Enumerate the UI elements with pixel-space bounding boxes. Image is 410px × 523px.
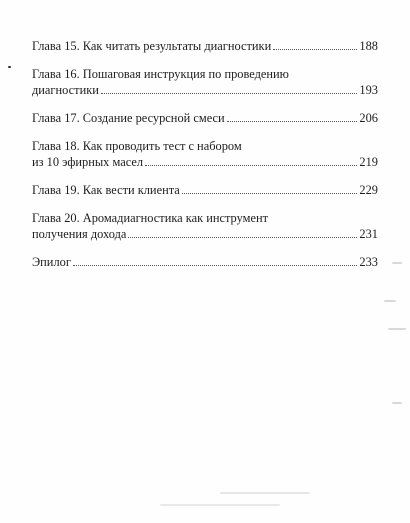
paper-speck <box>388 328 406 330</box>
toc-line <box>32 110 378 126</box>
toc-entry-title: Глава 18. Как проводить тест с набором <box>32 139 242 153</box>
toc-entry-title: Эпилог <box>32 255 71 269</box>
toc-line <box>32 154 378 170</box>
toc-entry-chapter-17 <box>32 110 378 126</box>
toc-entry-title-continued: получения дохода <box>32 227 127 241</box>
toc-entry-epilogue <box>32 254 378 270</box>
dot-leader <box>227 121 358 122</box>
dot-leader <box>73 265 358 266</box>
toc-line <box>32 182 378 198</box>
toc-page-number: 188 <box>359 39 378 53</box>
toc-entry-title: Глава 20. Аромадиагностика как инструмент <box>32 211 268 225</box>
paper-speck <box>160 504 280 506</box>
toc-entry-title-continued: диагностики <box>32 83 99 97</box>
toc-entry-chapter-20 <box>32 210 378 242</box>
dot-leader <box>128 237 357 238</box>
table-of-contents <box>32 38 378 282</box>
toc-page-number: 231 <box>359 227 378 241</box>
toc-page-number: 233 <box>359 255 378 269</box>
toc-line <box>32 82 378 98</box>
paper-speck <box>220 492 310 494</box>
toc-entry-chapter-19 <box>32 182 378 198</box>
toc-entry-chapter-18 <box>32 138 378 170</box>
toc-page-number: 229 <box>359 183 378 197</box>
dot-leader <box>145 165 357 166</box>
paper-speck <box>384 300 396 302</box>
toc-entry-title: Глава 17. Создание ресурсной смеси <box>32 111 225 125</box>
toc-entry-title: Глава 19. Как вести клиента <box>32 183 180 197</box>
toc-entry-title: Глава 15. Как читать результаты диагностики <box>32 39 272 53</box>
toc-page-number: 219 <box>359 155 378 169</box>
toc-entry-title: Глава 16. Пошаговая инструкция по проведению <box>32 67 289 81</box>
toc-entry-chapter-16 <box>32 66 378 98</box>
paper-speck <box>8 66 11 68</box>
dot-leader <box>101 93 358 94</box>
toc-page-number: 206 <box>359 111 378 125</box>
toc-entry-chapter-15 <box>32 38 378 54</box>
paper-speck <box>392 402 402 404</box>
toc-page-number: 193 <box>359 83 378 97</box>
toc-line <box>32 226 378 242</box>
dot-leader <box>182 193 358 194</box>
paper-speck <box>392 262 402 264</box>
toc-line <box>32 254 378 270</box>
dot-leader <box>273 49 357 50</box>
toc-entry-title-continued: из 10 эфирных масел <box>32 155 144 169</box>
toc-line <box>32 38 378 54</box>
